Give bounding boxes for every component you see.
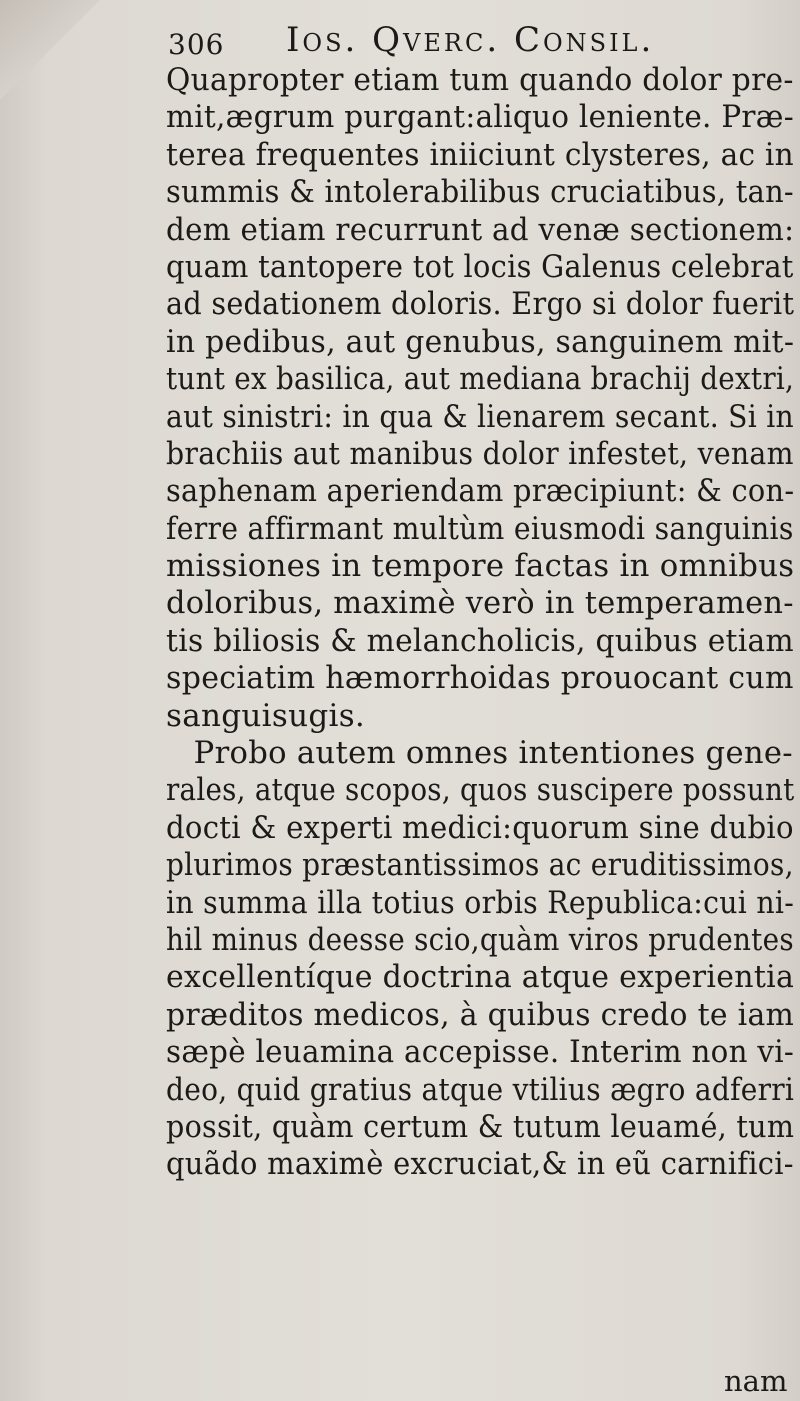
text-line: in pedibus, aut genubus, sanguinem mit- xyxy=(166,323,795,360)
text-line: tunt ex basilica, aut mediana brachij dextri, xyxy=(166,361,795,398)
page-corner xyxy=(0,0,110,110)
text-line: hil minus deesse scio,quàm viros prudentes xyxy=(166,921,794,958)
text-line: missiones in tempore factas in omnibus xyxy=(166,548,795,585)
text-line: in summa illa totius orbis Republica:cui ni- xyxy=(166,884,795,921)
text-line: rales, atque scopos, quos suscipere possunt xyxy=(166,772,795,809)
text-line: summis & intolerabilibus cruciatibus, tan- xyxy=(166,174,794,211)
text-block xyxy=(166,62,798,1184)
text-line: doloribus, maximè verò in temperamen- xyxy=(166,585,794,622)
text-line: saphenam aperiendam præcipiunt: & con- xyxy=(166,473,795,510)
running-head: Ios. Qverc. Consil. xyxy=(286,20,655,60)
text-line: sæpè leuamina accepisse. Interim non vi- xyxy=(166,1034,795,1071)
text-line: Quapropter etiam tum quando dolor pre- xyxy=(166,62,794,98)
text-line: quãdo maximè excruciat,& in eũ carnifici- xyxy=(166,1146,794,1183)
catchword: nam xyxy=(724,1364,788,1398)
text-line: docti & experti medici:quorum sine dubio xyxy=(166,809,794,846)
page-header xyxy=(168,14,728,66)
text-line: terea frequentes iniiciunt clysteres, ac in xyxy=(166,136,794,173)
text-line: plurimos præstantissimos ac eruditissimos, xyxy=(166,847,794,884)
page-number: 306 xyxy=(168,28,225,61)
paragraph-start-line: Probo autem omnes intentiones gene- xyxy=(193,735,793,772)
text-line: ferre affirmant multùm eiusmodi sanguinis xyxy=(166,510,794,547)
text-line: ad sedationem doloris. Ergo si dolor fuerit xyxy=(166,286,795,323)
text-line: aut sinistri: in qua & lienarem secant. Si in xyxy=(166,398,794,435)
text-line: sanguisugis. xyxy=(166,697,366,734)
text-line: quam tantopere tot locis Galenus celebrat xyxy=(166,248,794,285)
text-line: excellentíque doctrina atque experientia xyxy=(166,959,795,996)
text-line: mit,ægrum purgant:aliquo leniente. Præ- xyxy=(166,99,795,136)
text-line: deo, quid gratius atque vtilius ægro adferri xyxy=(166,1071,795,1108)
text-line: præditos medicos, à quibus credo te iam xyxy=(166,996,795,1033)
text-line: tis biliosis & melancholicis, quibus etiam xyxy=(166,622,794,659)
text-line: possit, quàm certum & tutum leuamé, tum xyxy=(166,1108,795,1145)
text-line: brachiis aut manibus dolor infestet, venam xyxy=(166,435,794,472)
text-line: speciatim hæmorrhoidas prouocant cum xyxy=(166,660,794,697)
text-line: dem etiam recurrunt ad venæ sectionem: xyxy=(166,211,795,248)
